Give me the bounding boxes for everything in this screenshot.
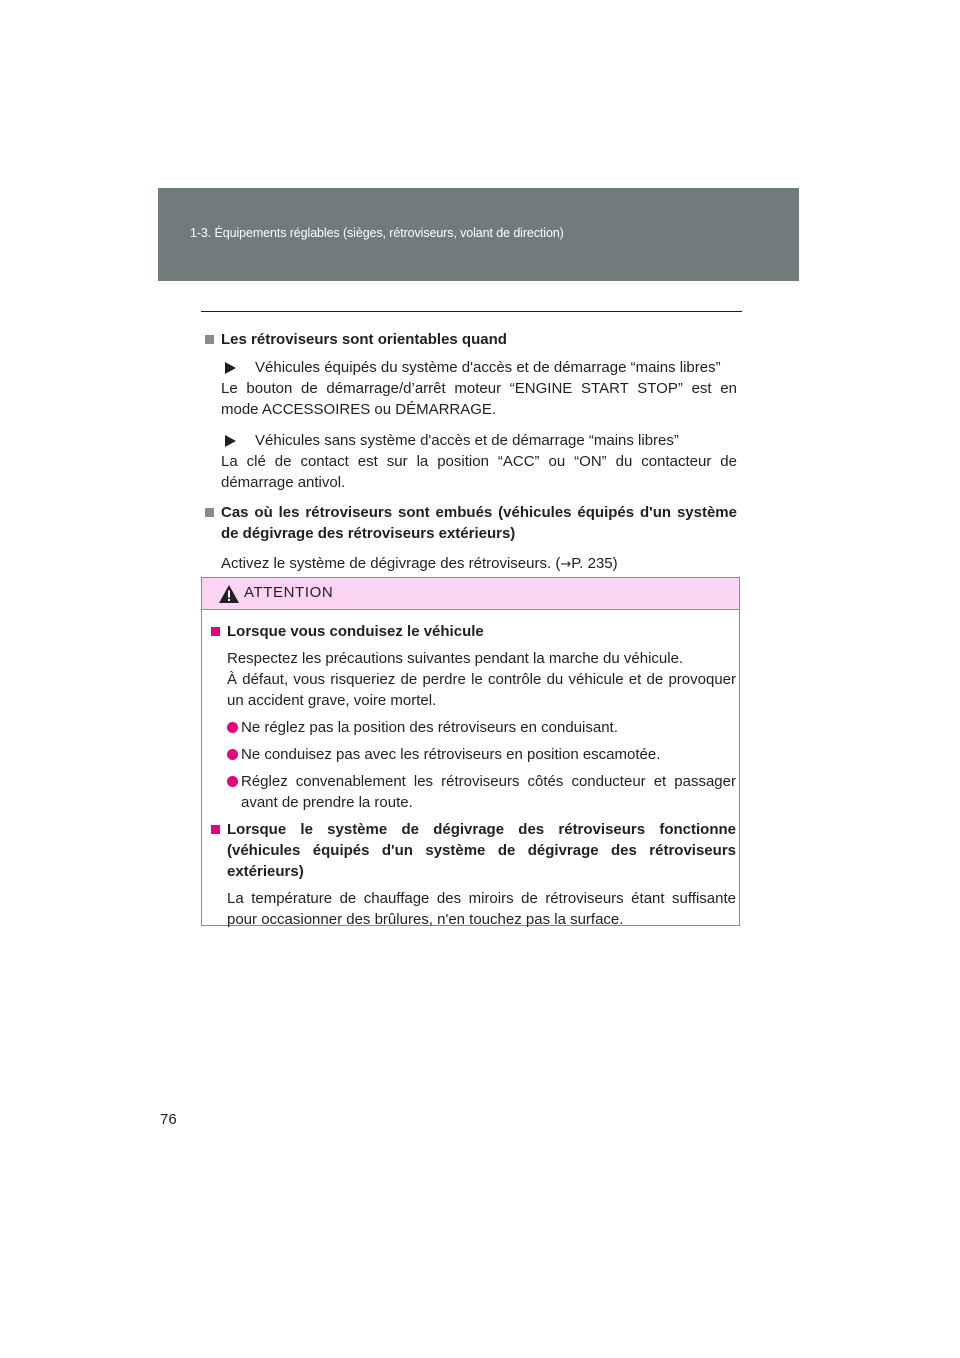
arrow-icon: → (560, 557, 572, 572)
warning-bullet: Ne réglez pas la position des rétroviseurs en conduisant. (211, 717, 736, 738)
square-bullet-icon (205, 508, 214, 517)
square-bullet-icon (211, 627, 220, 636)
warning-heading-driving: Lorsque vous conduisez le véhicule (211, 621, 736, 642)
page-number: 76 (160, 1111, 177, 1128)
warning-heading-defogger: Lorsque le système de dégivrage des rétroviseurs fonctionne (véhicules équipés d'un système de dégivrage des rétroviseurs extérieurs) (211, 819, 736, 882)
triangle-bullet-icon (225, 362, 236, 374)
warning-paragraph-driving: Respectez les précautions suivantes pendant la marche du véhicule. À défaut, vous risqueriez de perdre le contrôle du véhicule et de provoquer un accident grave, voire mortel. (227, 650, 736, 709)
warning-body (211, 621, 736, 930)
square-bullet-icon (205, 335, 214, 344)
round-bullet-icon (227, 776, 238, 787)
heading-fogged-mirrors: Cas où les rétroviseurs sont embués (véhicules équipés d'un système de dégivrage des rétroviseurs extérieurs) (205, 502, 737, 544)
top-rule (201, 311, 742, 312)
subheading-no-smart-key: Véhicules sans système d'accès et de démarrage “mains libres” (205, 430, 737, 451)
warning-header (202, 578, 739, 610)
round-bullet-icon (227, 749, 238, 760)
paragraph-smart-key: Le bouton de démarrage/d’arrêt moteur “ENGINE START STOP” est en mode ACCESSOIRES ou DÉMARRAGE. (221, 380, 737, 418)
triangle-bullet-icon (225, 435, 236, 447)
subheading-smart-key: Véhicules équipés du système d'accès et de démarrage “mains libres” (205, 357, 737, 378)
paragraph-defogger: Activez le système de dégivrage des rétroviseurs. (→P. 235) (221, 555, 618, 572)
section-header-band (158, 188, 799, 281)
warning-bullet: Réglez convenablement les rétroviseurs côtés conducteur et passager avant de prendre la route. (211, 771, 736, 813)
section-title: 1-3. Équipements réglables (sièges, rétroviseurs, volant de direction) (190, 226, 564, 240)
main-content (205, 329, 737, 575)
page-reference-link[interactable]: P. 235) (571, 555, 618, 572)
heading-mirrors-adjustable: Les rétroviseurs sont orientables quand (205, 329, 737, 350)
paragraph-no-smart-key: La clé de contact est sur la position “ACC” ou “ON” du contacteur de démarrage antivol. (221, 453, 737, 491)
warning-box (201, 577, 740, 926)
warning-paragraph-defogger: La température de chauffage des miroirs de rétroviseurs étant suffisante pour occasionner des brûlures, n'en touchez pas la surface. (227, 890, 736, 928)
warning-bullet: Ne conduisez pas avec les rétroviseurs en position escamotée. (211, 744, 736, 765)
square-bullet-icon (211, 825, 220, 834)
warning-triangle-icon (218, 584, 240, 604)
round-bullet-icon (227, 722, 238, 733)
warning-title: ATTENTION (244, 584, 334, 601)
